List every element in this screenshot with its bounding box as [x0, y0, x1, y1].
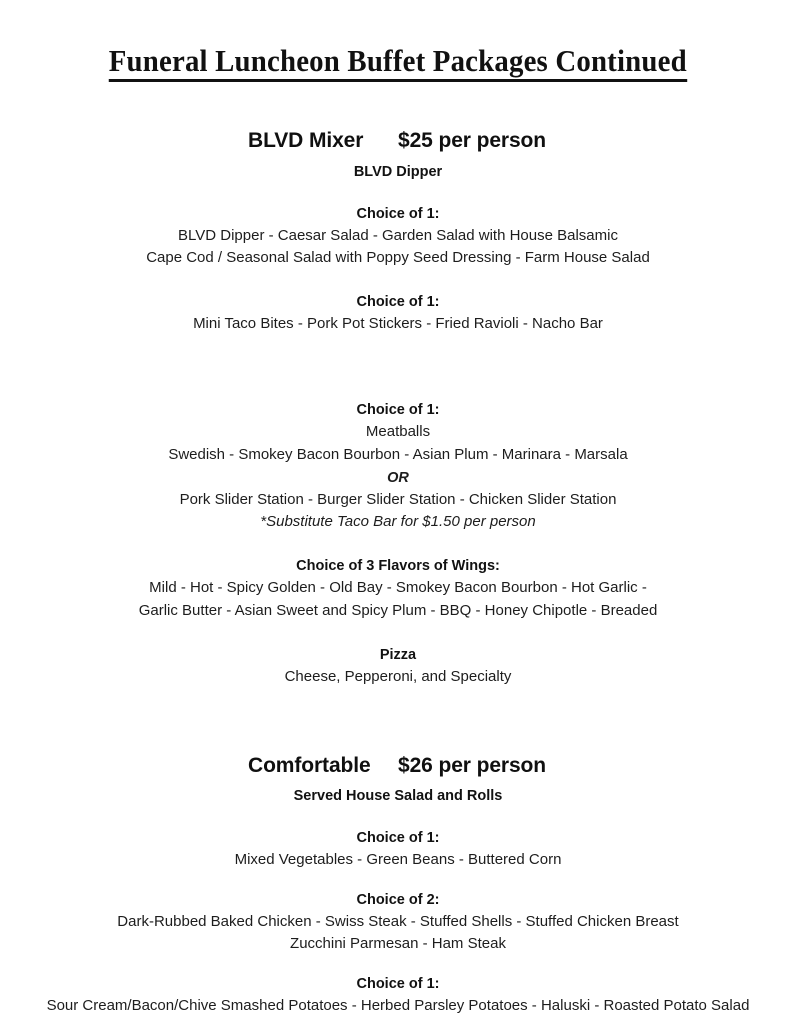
- choice-group: [38, 204, 758, 271]
- choice-label: Choice of 1:: [356, 976, 440, 993]
- choice-option-line: BLVD Dipper - Caesar Salad - Garden Salad with House Balsamic: [178, 226, 618, 244]
- choice-label: Choice of 2:: [356, 891, 440, 908]
- choice-option-line: Mixed Vegetables - Green Beans - Buttered Corn: [234, 850, 562, 868]
- choice-option-line: Zucchini Parmesan - Ham Steak: [290, 935, 506, 953]
- choice-substitute-note: *Substitute Taco Bar for $1.50 per person: [260, 513, 536, 531]
- choice-option-line: Cheese, Pepperoni, and Specialty: [284, 667, 512, 685]
- package-header: [38, 753, 758, 779]
- package-name: Comfortable: [248, 753, 371, 777]
- choice-group: [38, 556, 758, 623]
- package-header: [38, 128, 758, 154]
- choice-option-line: Mild - Hot - Spicy Golden - Old Bay - Smokey Bacon Bourbon - Hot Garlic -: [149, 579, 647, 597]
- choice-option-line: Dark-Rubbed Baked Chicken - Swiss Steak - Stuffed Shells - Stuffed Chicken Breast: [117, 912, 679, 930]
- choice-group: [38, 828, 758, 872]
- choice-group: [38, 974, 758, 1018]
- choice-or-separator: OR: [387, 469, 409, 486]
- choice-label: Choice of 1:: [356, 829, 440, 846]
- package-price: $25 per person: [398, 129, 546, 153]
- choice-group: [38, 400, 758, 534]
- package-section-comfortable: [0, 753, 796, 1018]
- choice-option-line: Sour Cream/Bacon/Chive Smashed Potatoes - Herbed Parsley Potatoes - Haluski - Roasted Potato Salad: [46, 997, 750, 1015]
- package-subtitle: Served House Salad and Rolls: [293, 787, 503, 804]
- page-title-container: [0, 0, 796, 82]
- choice-group: [38, 890, 758, 957]
- package-subtitle: BLVD Dipper: [353, 163, 443, 180]
- choice-option-line: Swedish - Smokey Bacon Bourbon - Asian Plum - Marinara - Marsala: [168, 445, 628, 463]
- choice-label: Choice of 1:: [356, 205, 440, 222]
- page-title: Funeral Luncheon Buffet Packages Continued: [109, 44, 687, 82]
- choice-option-line: Mini Taco Bites - Pork Pot Stickers - Fried Ravioli - Nacho Bar: [193, 315, 603, 333]
- choice-group: [38, 645, 758, 689]
- choice-label: Choice of 1:: [356, 294, 440, 311]
- package-name: BLVD Mixer: [248, 129, 364, 153]
- choice-group: [38, 292, 758, 336]
- choice-option-line: Meatballs: [365, 423, 431, 440]
- choice-label: Choice of 3 Flavors of Wings:: [296, 558, 500, 575]
- choice-option-line: Cape Cod / Seasonal Salad with Poppy Seed Dressing - Farm House Salad: [146, 249, 650, 267]
- choice-option-line: Pork Slider Station - Burger Slider Station - Chicken Slider Station: [179, 490, 617, 508]
- choice-label: Choice of 1:: [356, 401, 440, 418]
- package-price: $26 per person: [398, 753, 546, 777]
- choice-label: Pizza: [379, 646, 417, 663]
- choice-option-line: Garlic Butter - Asian Sweet and Spicy Plum - BBQ - Honey Chipotle - Breaded: [138, 602, 658, 620]
- package-section-blvd-mixer: [0, 128, 796, 688]
